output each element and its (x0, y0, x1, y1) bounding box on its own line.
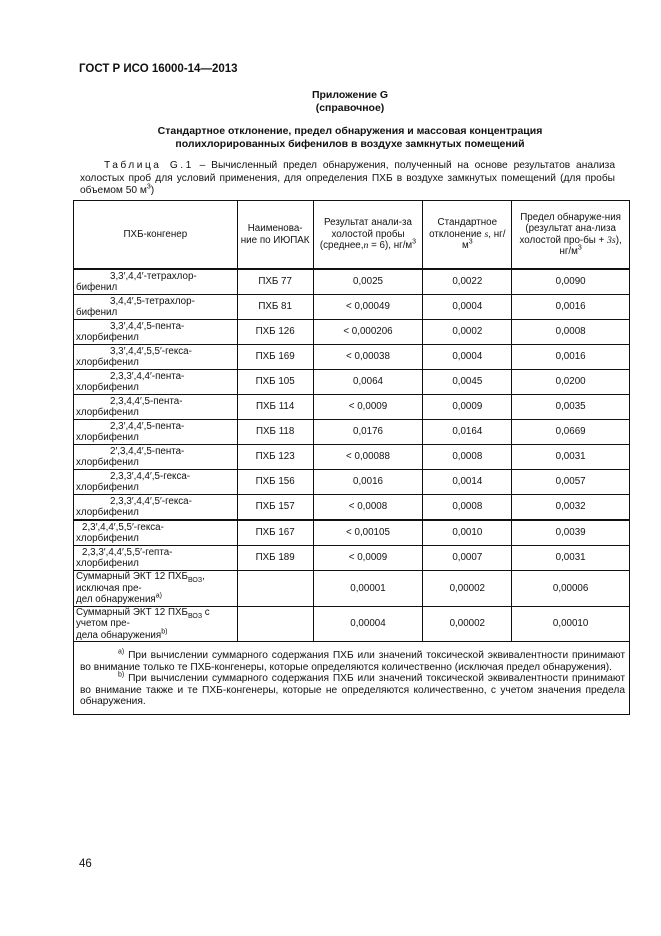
blank-mean: 0,0176 (313, 420, 423, 445)
detection-limit: 0,0035 (512, 395, 630, 420)
std-dev: 0,0045 (423, 370, 512, 395)
summary-lod: 0,00010 (512, 606, 630, 642)
detection-limit: 0,0016 (512, 295, 630, 320)
table-row (74, 520, 630, 546)
std-dev: 0,0164 (423, 420, 512, 445)
summary-iupac-empty (237, 571, 313, 607)
summary-sd: 0,00002 (423, 571, 512, 607)
congener-name: 2′,3,4,4′,5-пента- хлорбифенил (74, 445, 238, 470)
congener-name: 2,3,4,4′,5-пента- хлорбифенил (74, 395, 238, 420)
table-row (74, 470, 630, 495)
table-row (74, 320, 630, 345)
std-dev: 0,0014 (423, 470, 512, 495)
iupac-name: ПХБ 157 (237, 495, 313, 521)
congener-name: 2,3,3′,4,4′-пента- хлорбифенил (74, 370, 238, 395)
summary-mean: 0,00004 (313, 606, 423, 642)
blank-mean: < 0,00088 (313, 445, 423, 470)
detection-limit: 0,0031 (512, 445, 630, 470)
blank-mean: < 0,0009 (313, 546, 423, 571)
table-caption-label: Таблица G.1 (104, 160, 194, 171)
table-row (74, 495, 630, 521)
detection-limit: 0,0032 (512, 495, 630, 521)
section-title-line1: Стандартное отклонение, предел обнаружения и массовая концентрация (157, 125, 543, 137)
iupac-name: ПХБ 126 (237, 320, 313, 345)
iupac-name: ПХБ 189 (237, 546, 313, 571)
blank-mean: < 0,0008 (313, 495, 423, 521)
header-congener: ПХБ-конгенер (74, 201, 238, 270)
std-dev: 0,0002 (423, 320, 512, 345)
congener-name: 2,3,3′,4,4′,5′-гекса- хлорбифенил (74, 495, 238, 521)
std-dev: 0,0010 (423, 520, 512, 546)
iupac-name: ПХБ 105 (237, 370, 313, 395)
table-row (74, 345, 630, 370)
blank-mean: 0,0064 (313, 370, 423, 395)
std-dev: 0,0009 (423, 395, 512, 420)
blank-mean: 0,0025 (313, 269, 423, 295)
summary-lod: 0,00006 (512, 571, 630, 607)
header-blank-mean: Результат анали-за холостой пробы (среднее,n = 6), $нг/м^3$ (313, 201, 423, 270)
blank-mean: < 0,000206 (313, 320, 423, 345)
blank-mean: < 0,00038 (313, 345, 423, 370)
congener-name: 2,3′,4,4′,5,5′-гекса- хлорбифенил (74, 520, 238, 546)
congener-name: 3,3′,4,4′-тетрахлор- бифенил (74, 269, 238, 295)
summary-iupac-empty (237, 606, 313, 642)
congener-name: 2,3,3′,4,4′,5-гекса- хлорбифенил (74, 470, 238, 495)
data-table (73, 200, 630, 715)
detection-limit: 0,0669 (512, 420, 630, 445)
detection-limit: 0,0090 (512, 269, 630, 295)
table-row (74, 269, 630, 295)
table-notes-row (74, 642, 630, 715)
summary-sd: 0,00002 (423, 606, 512, 642)
header-detection-limit: Предел обнаруже-ния (результат ана-лиза холостой про-бы + 3s), $нг/м^3$ (512, 201, 630, 270)
detection-limit: 0,0008 (512, 320, 630, 345)
congener-name: 3,4,4′,5-тетрахлор- бифенил (74, 295, 238, 320)
std-dev: 0,0008 (423, 495, 512, 521)
detection-limit: 0,0057 (512, 470, 630, 495)
table-note-b: $^{b)}$ При вычислении суммарного содержания ПХБ или значений токсической эквивалентности принимают во внимание также и те ПХБ-конгенеры, которые не определяются количественно, с учетом значения предела обнаружения. (80, 671, 625, 707)
appendix-title: Приложение G (311, 89, 389, 101)
blank-mean: < 0,0009 (313, 395, 423, 420)
detection-limit: 0,0039 (512, 520, 630, 546)
std-dev: 0,0008 (423, 445, 512, 470)
blank-mean: < 0,00105 (313, 520, 423, 546)
iupac-name: ПХБ 81 (237, 295, 313, 320)
table-caption (80, 160, 615, 198)
table-row (74, 420, 630, 445)
table-caption-end: ) (150, 185, 155, 196)
summary-label: Суммарный ЭКТ 12 $ПХБ_{ВОЗ}$, исключая пре- дел обнаружения$^{a)}$ (74, 571, 238, 607)
table-row (74, 546, 630, 571)
table-row (74, 445, 630, 470)
iupac-name: ПХБ 169 (237, 345, 313, 370)
table-row (74, 370, 630, 395)
congener-name: 2,3,3′,4,4′,5,5′-гепта- хлорбифенил (74, 546, 238, 571)
std-dev: 0,0004 (423, 295, 512, 320)
table-caption-text: – Вычисленный предел обнаружения, полученный на основе результатов анализа холостых проб для условий применения, для определения ПХБ в воздухе замкнутых помещений (для пробы объемом 50 м (80, 160, 615, 196)
table-note-a: $^{a)}$ При вычислении суммарного содержания ПХБ или значений токсической эквивалентности принимают во внимание только те ПХБ-конгенеры, которые определяются количественно (исключая предел обнаружения). (80, 648, 625, 673)
table-header-row (74, 201, 630, 270)
iupac-name: ПХБ 118 (237, 420, 313, 445)
congener-name: 2,3′,4,4′,5-пента- хлорбифенил (74, 420, 238, 445)
detection-limit: 0,0016 (512, 345, 630, 370)
std-dev: 0,0007 (423, 546, 512, 571)
table-notes (74, 642, 630, 715)
iupac-name: ПХБ 77 (237, 269, 313, 295)
iupac-name: ПХБ 114 (237, 395, 313, 420)
document-standard-header: ГОСТ Р ИСО 16000-14—2013 (79, 63, 238, 75)
std-dev: 0,0022 (423, 269, 512, 295)
summary-label: Суммарный ЭКТ 12 $ПХБ_{ВОЗ}$ с учетом пре- дела обнаружения$^{b)}$ (74, 606, 238, 642)
appendix-subtitle: (справочное) (315, 102, 385, 114)
summary-mean: 0,00001 (313, 571, 423, 607)
congener-name: 3,3′,4,4′,5,5′-гекса- хлорбифенил (74, 345, 238, 370)
table-row-summary-1 (74, 571, 630, 607)
header-std-dev: Стандартное отклонение s, $нг/м^3$ (423, 201, 512, 270)
detection-limit: 0,0031 (512, 546, 630, 571)
blank-mean: 0,0016 (313, 470, 423, 495)
std-dev: 0,0004 (423, 345, 512, 370)
iupac-name: ПХБ 167 (237, 520, 313, 546)
blank-mean: < 0,00049 (313, 295, 423, 320)
iupac-name: ПХБ 123 (237, 445, 313, 470)
table-row (74, 395, 630, 420)
section-title-line2: полихлорированных бифенилов в воздухе замкнутых помещений (175, 138, 525, 150)
table-row (74, 295, 630, 320)
header-iupac: Наименова-ние по ИЮПАК (237, 201, 313, 270)
iupac-name: ПХБ 156 (237, 470, 313, 495)
detection-limit: 0,0200 (512, 370, 630, 395)
congener-name: 3,3′,4,4′,5-пента- хлорбифенил (74, 320, 238, 345)
page-number: 46 (79, 858, 92, 870)
table-caption-sup: 3 (146, 183, 151, 191)
table-row-summary-2 (74, 606, 630, 642)
table-body (74, 269, 630, 714)
